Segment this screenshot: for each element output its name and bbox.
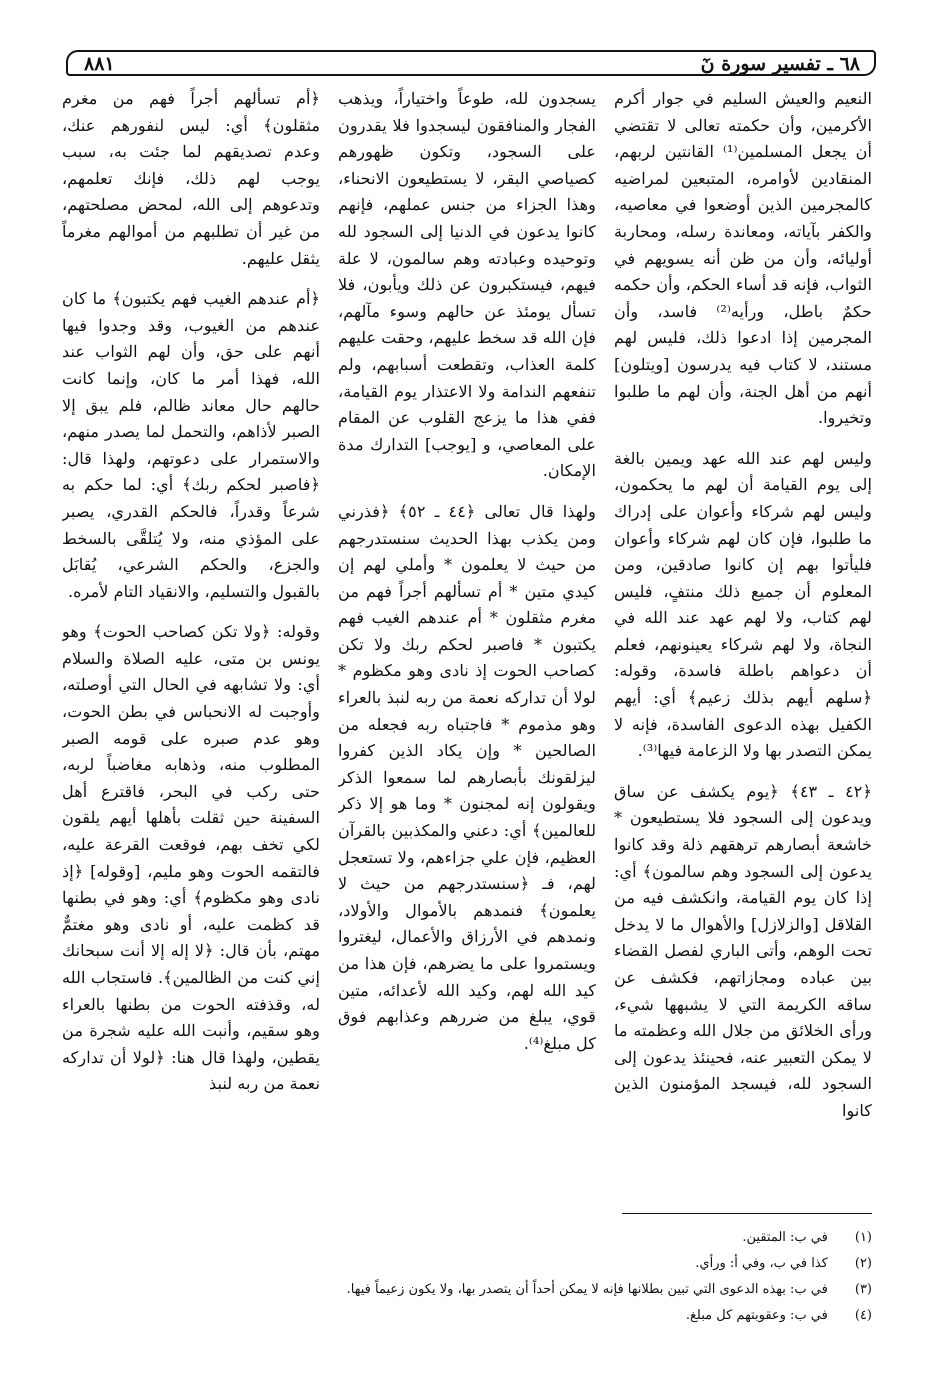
footnote-number: (٢) [854,1256,872,1271]
paragraph: وقوله: ﴿ولا تكن كصاحب الحوت﴾ وهو يونس بن متى، عليه الصلاة والسلام أي: ولا تشابهه في الحال التي أوصلته، وأوجبت له الانحباس في بطن الحوت، وهو عدم صبره على قومه الصبر المطلوب منه، وذهابه مغاضباً لربه، حتى ركب في البحر، فاقترع أهل السفينة حين ثقلت بأهلها أيهم يلقون لكي تخف بهم، فوقعت القرعة عليه، فالتقمه الحوت وهو مليم، [وقوله] ﴿إذ نادى وهو مكظوم﴾ أي: وهو في بطنها قد كظمت عليه، أو نادى وهو مغتمٌّ مهتم، بأن قال: ﴿لا إله إلا أنت سبحانك إني كنت من الظالمين﴾. فاستجاب الله له، وقذفته الحوت من بطنها بالعراء وهو سقيم، وأنبت الله عليه شجرة من يقطين، ولهذا قال هنا: ﴿لولا أن تداركه نعمة من ربه لنبذ [62,622,320,1094]
text-columns [62,86,872,1196]
footnote [62,1251,872,1277]
paragraph: ﴿أم تسألهم أجراً فهم من مغرم مثقلون﴾ أي: ليس لنفورهم عنك، وعدم تصديقهم لما جئت به، سبب يوجب لهم ذلك، فإنك تعلمهم، وتدعوهم إلى الله، لمحض مصلحتهم، من غير أن تطلبهم من أموالهم مغرماً يثقل عليهم. [62,89,320,268]
paragraph: النعيم والعيش السليم في جوار أكرم الأكرمين، وأن حكمته تعالى لا تقتضي أن يجعل المسلمين⁽¹⁾ القانتين لربهم، المنقادين لأوامره، المتبعين لمراضيه كالمجرمين الذين أوضعوا في معاصيه، والكفر بآياته، ومعاندة رسله، ومحاربة أوليائه، وأن من ظن أنه يسويهم في الثواب، فإنه قد أساء الحكم، وأن حكمه حكمٌ باطل، ورأيه⁽²⁾ فاسد، وأن المجرمين إذا ادعوا ذلك، فليس لهم مستند، لا كتاب فيه يدرسون [ويتلون] أنهم من أهل الجنة، وأن لهم ما طلبوا وتخيروا. [614,89,872,428]
column-middle [338,86,596,1196]
footnote-number: (٣) [854,1282,872,1297]
paragraph: ولهذا قال تعالى ﴿٤٤ ـ ٥٢﴾ ﴿فذرني ومن يكذب بهذا الحديث سنستدرجهم من حيث لا يعلمون * وأملي لهم إن كيدي متين * أم تسألهم أجراً فهم من مغرم مثقلون * أم عندهم الغيب فهم يكتبون * فاصبر لحكم ربك ولا تكن كصاحب الحوت إذ نادى وهو مكظوم * لولا أن تداركه نعمة من ربه لنبذ بالعراء وهو مذموم * فاجتباه ربه فجعله من الصالحين * وإن يكاد الذين كفروا ليزلقونك بأبصارهم لما سمعوا الذكر ويقولون إنه لمجنون * وما هو إلا ذكر للعالمين﴾ أي: دعني والمكذبين بالقرآن العظيم، فإن علي جزاءهم، ولا تستعجل لهم، فـ ﴿سنستدرجهم من حيث لا يعلمون﴾ فنمدهم بالأموال والأولاد، ونمدهم في الأرزاق والأعمال، ليغتروا ويستمروا على ما يضرهم، فإن هذا من كيد الله لهم، وكيد الله لأعدائه، متين قوي، يبلغ من ضررهم وعذابهم فوق كل مبلغ⁽⁴⁾. [338,501,596,1053]
page-number: ٨٨١ [84,53,115,75]
column-left [62,86,320,1196]
footnote-text: في ب: بهذه الدعوى التي تبين بطلانها فإنه لا يمكن أحداً أن يتصدر بها، ولا يكون زعيماً فيها. [346,1282,828,1297]
page-header [66,50,876,76]
footnote-text: في ب: المتقين. [742,1230,828,1245]
footnotes [62,1225,872,1329]
footnote-text: كذا في ب، وفي أ: ورأي. [695,1256,828,1271]
paragraph: ﴿أم عندهم الغيب فهم يكتبون﴾ ما كان عندهم من الغيوب، وقد وجدوا فيها أنهم على حق، وأن لهم الثواب عند الله، فهذا أمر ما كان، وإنما كانت حالهم حال معاند ظالم، فلم يبق إلا الصبر لأذاهم، والتحمل لما يصدر منهم، والاستمرار على دعوتهم، ولهذا قال: ﴿فاصبر لحكم ربك﴾ أي: لما حكم به شرعاً وقدراً، فالحكم القدري، يصبر على المؤذي منه، ولا يُتلقَّى بالسخط والجزع، والحكم الشرعي، يُقابَل بالقبول والتسليم، والانقياد التام لأمره. [62,289,320,601]
paragraph: ﴿٤٢ ـ ٤٣﴾ ﴿يوم يكشف عن ساق ويدعون إلى السجود فلا يستطيعون * خاشعة أبصارهم ترهقهم ذلة وقد كانوا يدعون إلى السجود وهم سالمون﴾ أي: إذا كان يوم القيامة، وانكشف فيه من القلاقل [والزلازل] والأهوال ما لا يدخل تحت الوهم، وأتى الباري لفصل القضاء بين عباده ومجازاتهم، فكشف عن ساقه الكريمة التي لا يشبهها شيء، ورأى الخلائق من جلال الله وعظمته ما لا يمكن التعبير عنه، فحينئذ يدعون إلى السجود لله، فيسجد المؤمنون الذين كانوا [614,781,872,1120]
footnote-text: في ب: وعقوبتهم كل مبلغ. [685,1308,828,1323]
footnote [62,1303,872,1329]
footnote-number: (١) [854,1230,872,1245]
footnote [62,1277,872,1303]
running-title: ٦٨ ـ تفسير سورة نٓ [700,53,860,75]
footnote [62,1225,872,1251]
column-right [614,86,872,1196]
footnote-number: (٤) [854,1308,872,1323]
footnote-separator [622,1213,872,1214]
paragraph: وليس لهم عند الله عهد ويمين بالغة إلى يوم القيامة أن لهم ما يحكمون، وليس لهم شركاء وأعوان على إدراك ما طلبوا، فإن كان لهم شركاء وأعوان فليأتوا بهم إن كانوا صادقين، ومن المعلوم أن جميع ذلك منتفٍ، فليس لهم كتاب، ولا لهم عهد عند الله في النجاة، ولا لهم شركاء يعينونهم، فعلم أن دعواهم باطلة فاسدة، وقوله: ﴿سلهم أيهم بذلك زعيم﴾ أي: أيهم الكفيل بهذه الدعوى الفاسدة، فإنه لا يمكن التصدر بها ولا الزعامة فيها⁽³⁾. [614,448,872,761]
paragraph: يسجدون لله، طوعاً واختياراً، ويذهب الفجار والمنافقون ليسجدوا فلا يقدرون على السجود، وتكون ظهورهم كصياصي البقر، لا يستطيعون الانحناء، وهذا الجزاء من جنس عملهم، فإنهم كانوا يدعون في الدنيا إلى السجود لله وتوحيده وعبادته وهم سالمون، لا علة فيهم، فيستكبرون عن ذلك ويأبون، فلا تسأل يومئذ عن حالهم وسوء مآلهم، فإن الله قد سخط عليهم، وحقت عليهم كلمة العذاب، وتقطعت أسبابهم، ولم تنفعهم الندامة ولا الاعتذار يوم القيامة، ففي هذا ما يزعج القلوب عن المقام على المعاصي، و [يوجب] التدارك مدة الإمكان. [338,89,596,481]
